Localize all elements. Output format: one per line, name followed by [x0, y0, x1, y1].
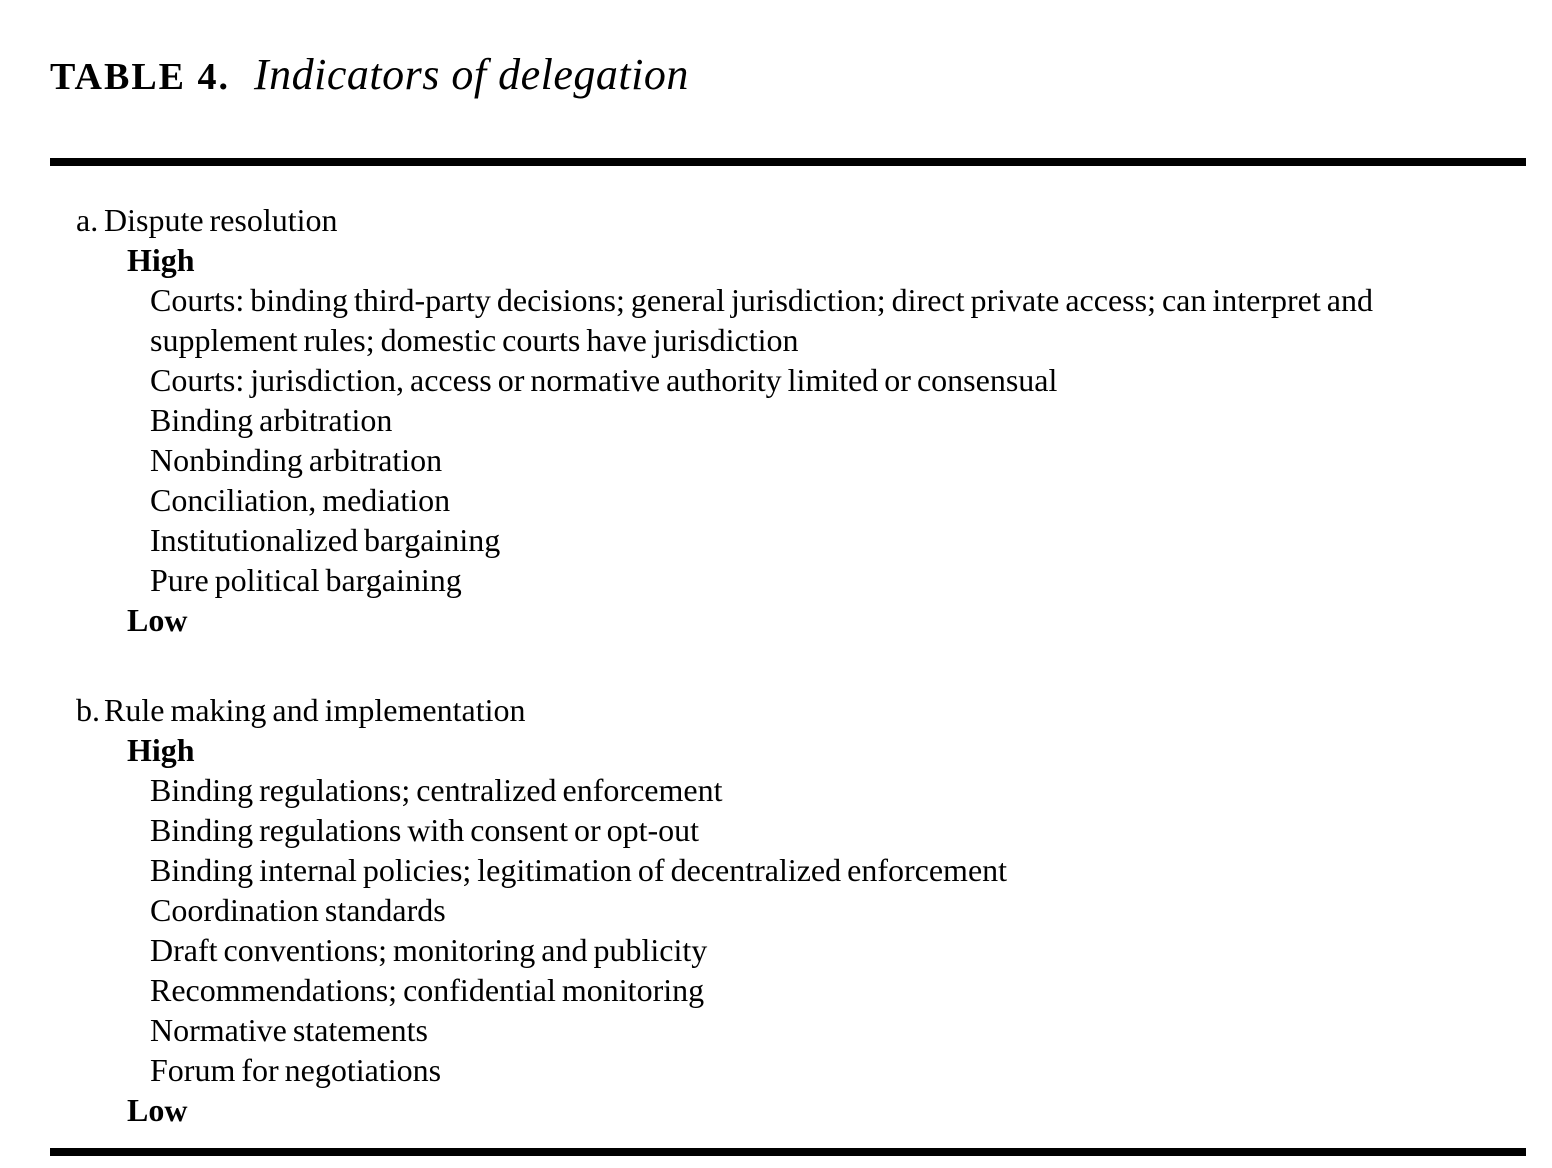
scale-high-label: High: [127, 732, 195, 768]
section-rule-making: [0, 690, 1552, 1130]
list-item: Pure political bargaining: [150, 562, 462, 598]
table-number-label: TABLE 4.: [50, 56, 231, 98]
table-caption: Indicators of delegation: [254, 50, 689, 99]
list-item: Binding arbitration: [150, 402, 393, 438]
list-item: Courts: binding third-party decisions; general jurisdiction; direct private access; can interpret and supplement rules; domestic courts have jurisdiction: [150, 282, 1373, 358]
table-body: [0, 200, 1552, 1130]
section-heading: [0, 200, 1552, 240]
list-item: Coordination standards: [150, 892, 446, 928]
list-item: Recommendations; confidential monitoring: [150, 972, 705, 1008]
scale-high-label: High: [127, 242, 195, 278]
section-heading-text: Dispute resolution: [104, 202, 338, 238]
section-marker: a.: [76, 202, 99, 238]
scale-low-label: Low: [127, 1092, 188, 1128]
list-item: Binding regulations with consent or opt-out: [150, 812, 700, 848]
indicator-list: [0, 280, 1552, 600]
list-item: Conciliation, mediation: [150, 482, 451, 518]
list-item: Courts: jurisdiction, access or normative authority limited or consensual: [150, 362, 1058, 398]
list-item: Normative statements: [150, 1012, 428, 1048]
list-item: Forum for negotiations: [150, 1052, 442, 1088]
table-bottom-rule: [50, 1148, 1526, 1156]
list-item: Draft conventions; monitoring and publicity: [150, 932, 708, 968]
section-heading-text: Rule making and implementation: [104, 692, 526, 728]
section-heading: [0, 690, 1552, 730]
list-item: Institutionalized bargaining: [150, 522, 501, 558]
table-top-rule: [50, 158, 1526, 166]
list-item: Nonbinding arbitration: [150, 442, 443, 478]
table-title: [50, 50, 689, 99]
section-dispute-resolution: [0, 200, 1552, 640]
list-item: Binding regulations; centralized enforcement: [150, 772, 723, 808]
scale-low-label: Low: [127, 602, 188, 638]
section-marker: b.: [76, 692, 100, 728]
list-item: Binding internal policies; legitimation of decentralized enforcement: [150, 852, 1008, 888]
indicator-list: [0, 770, 1552, 1090]
